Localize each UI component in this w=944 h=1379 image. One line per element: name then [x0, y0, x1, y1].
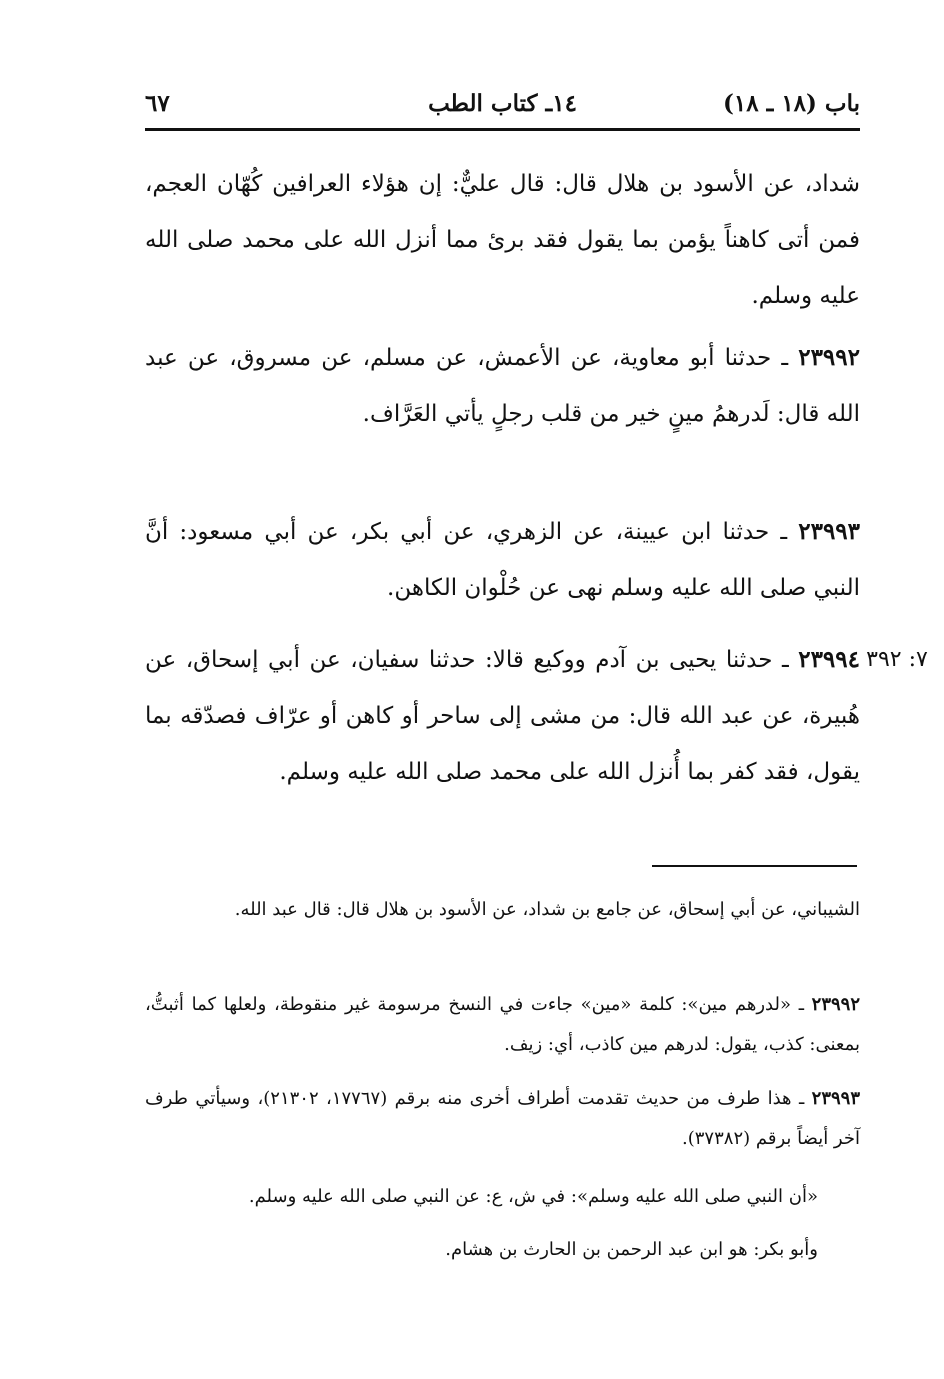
page-header: [145, 82, 860, 126]
margin-reference: ٧: ٣٩٢: [866, 647, 928, 672]
footnote-number: ٢٣٩٩٣: [811, 1088, 860, 1109]
hadith-text: ـ حدثنا يحيى بن آدم ووكيع قالا: حدثنا سفيان، عن أبي إسحاق، عن هُبيرة، عن عبد الله قال: من مشى إلى ساحر أو كاهن أو عرّاف فصدّقه بما يقول، فقد كفر بما أُنزل الله على محمد صلى الله عليه وسلم.: [145, 647, 860, 785]
footnote-continuation: [145, 890, 860, 930]
footnote-23992: [145, 985, 860, 1065]
chapter-reference: باب (١٨ ـ ١٨): [722, 90, 860, 117]
book-title: ١٤ـ كتاب الطب: [428, 90, 577, 117]
footnote-note-1: [145, 1177, 860, 1217]
header-divider: [145, 128, 860, 131]
footnote-23993: [145, 1079, 860, 1159]
footnote-text: وأبو بكر: هو ابن عبد الرحمن بن الحارث بن هشام.: [445, 1239, 818, 1260]
footnote-text: ـ هذا طرف من حديث تقدمت أطراف أخرى منه برقم (١٧٧٦٧، ٢١٣٠٢)، وسيأتي طرف آخر أيضاً برقم (٣٧٣٨٢).: [145, 1088, 860, 1149]
hadith-text: ـ حدثنا أبو معاوية، عن الأعمش، عن مسلم، عن مسروق، عن عبد الله قال: لَدرهمُ مينٍ خير من قلب رجلٍ يأتي العَرَّاف.: [145, 345, 860, 427]
footnote-text: ـ «لدرهم مين»: كلمة «مين» جاءت في النسخ مرسومة غير منقوطة، ولعلها كما أثبتُّ، بمعنى: كذب، يقول: لدرهم مين كاذب، أي: زيف.: [145, 994, 860, 1055]
hadith-number: ٢٣٩٩٤: [798, 646, 860, 673]
hadith-number: ٢٣٩٩٣: [798, 518, 861, 545]
footnote-number: ٢٣٩٩٢: [811, 994, 860, 1015]
paragraph-text: شداد، عن الأسود بن هلال قال: قال عليٌّ: إن هؤلاء العرافين كُهّان العجم، فمن أتى كاهناً يؤمن بما يقول فقد برئ مما أنزل الله على محمد صلى الله عليه وسلم.: [145, 171, 860, 309]
hadith-23994: [145, 632, 860, 800]
page-number: ٦٧: [145, 90, 170, 117]
footnote-note-2: [145, 1230, 860, 1270]
hadith-23992: [145, 330, 860, 442]
paragraph-continuation: [145, 156, 860, 324]
hadith-23993: [145, 504, 860, 616]
hadith-number: ٢٣٩٩٢: [798, 344, 860, 371]
footnote-text: الشيباني، عن أبي إسحاق، عن جامع بن شداد، عن الأسود بن هلال قال: قال عبد الله.: [234, 899, 860, 920]
hadith-text: ـ حدثنا ابن عيينة، عن الزهري، عن أبي بكر، عن أبي مسعود: أنَّ النبي صلى الله عليه وسلم نهى عن حُلْوان الكاهن.: [145, 519, 860, 601]
footnote-text: «أن النبي صلى الله عليه وسلم»: في ش، ع: عن النبي صلى الله عليه وسلم.: [248, 1186, 818, 1207]
footnote-divider: [652, 865, 857, 867]
